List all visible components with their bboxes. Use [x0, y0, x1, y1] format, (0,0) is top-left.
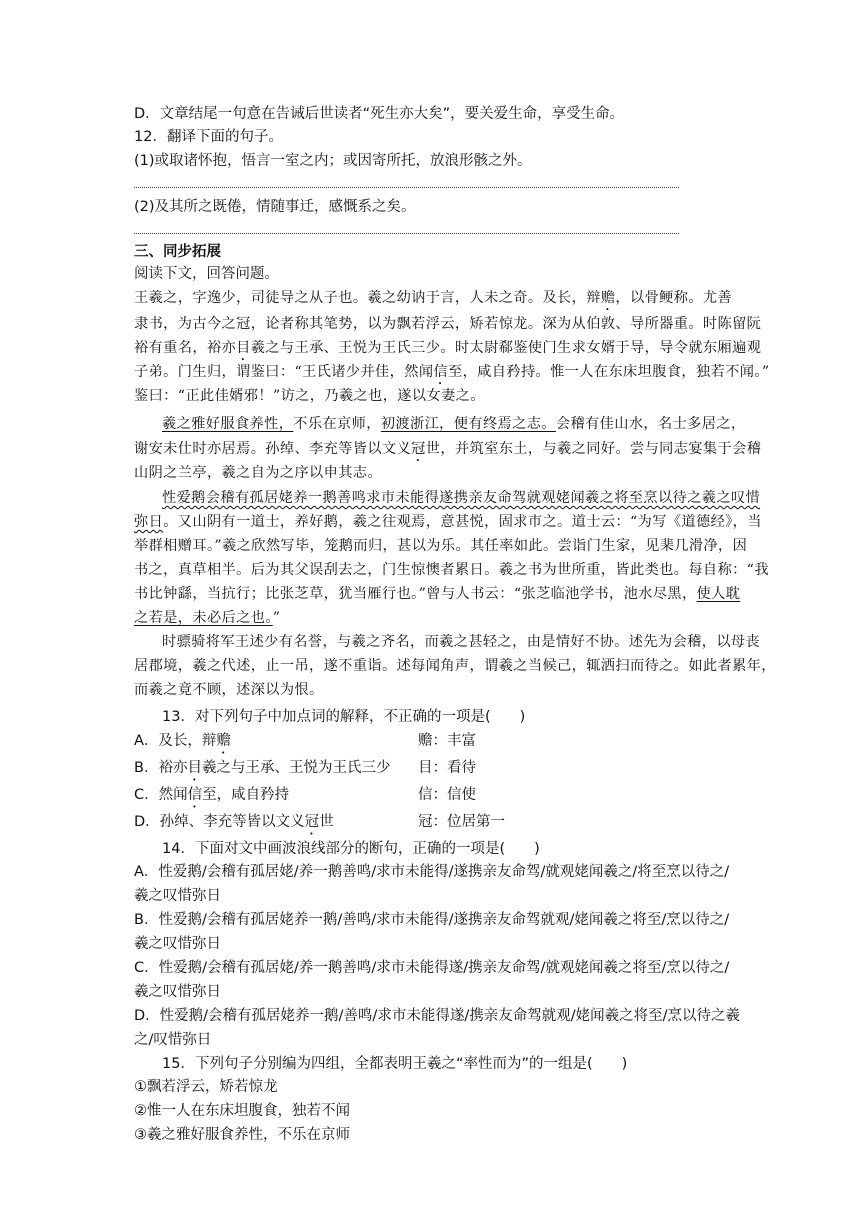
q15-item-2: ②惟一人在东床坦腹食，独若不闻: [134, 1103, 350, 1119]
q13-option-b: B．裕亦目羲之与王承、王悦为王氏三少: [134, 760, 391, 776]
passage-line: 王羲之，字逸少，司徒导之从子也。羲之幼讷于言，人未之奇。及长，辩赡，以骨鲠称。尤善: [134, 290, 733, 306]
dotted-word: 目: [236, 340, 251, 356]
dotted-word: 冠: [304, 814, 320, 830]
dotted-word: 目: [187, 760, 202, 776]
q12-stem: 12．翻译下面的句子。: [134, 129, 283, 145]
q14-option-a: A．性爱鹅/会稽有孤居姥/养一鹅善鸣/求市未能得/遂携亲友命驾/就观姥闻羲之/将至烹以待之/: [134, 864, 730, 880]
passage-line: 举群相赠耳。”羲之欣然写毕，笼鹅而归，甚以为乐。其任率如此。尝诣门生家，见棐几滑净，因: [134, 538, 748, 554]
passage-line: 鉴曰：“正此佳婿邪！”访之，乃羲之也，遂以女妻之。: [134, 388, 485, 404]
q13-option-d: D．孙绰、李充等皆以文义冠世: [134, 814, 334, 830]
q13-stem: 13．对下列句子中加点词的解释，不正确的一项是( ): [162, 709, 526, 725]
passage-line: 之若是，未必后之也。”: [134, 610, 281, 626]
dotted-word: 冠: [411, 441, 426, 457]
passage-line: 羲之雅好服食养性，不乐在京师，初渡浙江，便有终焉之志。会稽有佳山水，名士多居之，: [162, 416, 746, 432]
underlined-sentence: 羲之雅好服食养性，: [162, 416, 294, 432]
q14-option-a-cont: 羲之叹惜弥日: [134, 888, 221, 904]
underlined-sentence: 之若是，未必后之也。: [134, 610, 273, 626]
passage-line: 隶书，为古今之冠，论者称其笔势，以为飘若浮云，矫若惊龙。深为从伯敦、导所器重。时陈留阮: [134, 316, 762, 332]
passage-line: 时骠骑将军王述少有名誉，与羲之齐名，而羲之甚轻之，由是情好不协。述先为会稽，以母丧: [162, 634, 761, 650]
q12-sentence-2: (2)及其所之既倦，情随事迁，感慨系之矣。: [134, 199, 416, 215]
passage-line: 山阴之兰亭，羲之自为之序以申其志。: [134, 465, 382, 481]
q13-option-c-gloss: 信：信使: [418, 787, 476, 803]
underlined-sentence: 使人耽: [696, 586, 741, 602]
q13-option-c: C．然闻信至，咸自矜持: [134, 787, 290, 803]
q14-option-b-cont: 羲之叹惜弥日: [134, 936, 221, 952]
passage-line: 而羲之竟不顾，述深以为恨。: [134, 682, 324, 698]
passage-line: 谢安未仕时亦居焉。孙绰、李充等皆以文义冠世，并筑室东土，与羲之同好。尝与同志宴集于会稽: [134, 441, 762, 457]
passage-line: 书比钟繇，当抗行；比张芝草，犹当雁行也。”曾与人书云：“张芝临池学书，池水尽黑，使人耽: [134, 586, 741, 602]
answer-line-2: [134, 233, 679, 234]
passage-line: 书之，真草相半。后为其父误刮去之，门生惊懊者累日。羲之书为世所重，皆此类也。每自称：“我: [134, 562, 769, 578]
wavy-underlined-text: 弥日: [134, 514, 164, 530]
q15-stem: 15．下列句子分别编为四组，全都表明王羲之“率性而为”的一组是( ): [162, 1056, 628, 1072]
q12-sentence-1: (1)或取诸怀抱，悟言一室之内；或因寄所托，放浪形骸之外。: [134, 153, 532, 169]
answer-line-1: [134, 187, 679, 188]
passage-line: 子弟。门生归，谓鉴曰：“王氏诸少并佳，然闻信至，咸自矜持。惟一人在东床坦腹食，独若不闻。”: [134, 364, 770, 380]
q11-option-d: D．文章结尾一句意在告诫后世读者“死生亦大矣”，要关爱生命，享受生命。: [134, 106, 625, 122]
section-intro: 阅读下文，回答问题。: [134, 266, 279, 282]
q14-option-c-cont: 羲之叹惜弥日: [134, 984, 221, 1000]
q14-stem: 14．下面对文中画波浪线部分的断句，正确的一项是( ): [162, 841, 540, 857]
wavy-underlined-text: 性爱鹅会稽有孤居姥养一鹅善鸣求市未能得遂携亲友命驾就观姥闻羲之将至烹以待之羲之叹惜: [162, 490, 761, 506]
q15-item-3: ③羲之雅好服食养性，不乐在京师: [134, 1127, 350, 1143]
section-heading: 三、同步拓展: [134, 244, 221, 260]
dotted-word: 信: [433, 364, 448, 380]
q15-item-1: ①飘若浮云，矫若惊龙: [134, 1079, 278, 1095]
underlined-sentence: 初渡浙江，便有终焉之志。: [380, 416, 556, 432]
passage-line: 居郡境，羲之代述，止一吊，遂不重诣。述每闻角声，谓羲之当候己，辄洒扫而待之。如此者累年，: [134, 658, 776, 674]
dotted-word: 赡: [600, 290, 616, 306]
passage-line: [162, 488, 760, 508]
q13-option-a: A．及长，辩赡: [134, 733, 231, 749]
q13-option-d-gloss: 冠：位居第一: [418, 814, 505, 830]
q13-option-a-gloss: 赡：丰富: [418, 733, 476, 749]
q14-option-d: D．性爱鹅/会稽有孤居姥养一鹅/善鸣/求市未能得遂/携亲友命驾就观/姥闻羲之将至/烹以待之羲: [134, 1008, 740, 1024]
dotted-word: 信: [187, 787, 203, 803]
passage-line: 裕有重名，裕亦目羲之与王承、王悦为王氏三少。时太尉郗鉴使门生求女婿于导，导令就东厢遍观: [134, 340, 762, 356]
q13-option-b-gloss: 目：看待: [418, 760, 476, 776]
q14-option-b: B．性爱鹅/会稽有孤居姥养一鹅/善鸣/求市未能得/遂携亲友命驾就观/姥闻羲之将至/烹以待之/: [134, 912, 730, 928]
q14-option-d-cont: 之/叹惜弥日: [134, 1032, 212, 1048]
passage-line: 弥日。又山阴有一道士，养好鹅，羲之往观焉，意甚悦，固求市之。道士云：“为写《道德经》，当: [134, 514, 762, 530]
q14-option-c: C．性爱鹅/会稽有孤居姥/养一鹅善鸣/求市未能得遂/携亲友命驾/就观姥闻羲之将至/烹以待之/: [134, 960, 730, 976]
dotted-word: 赡: [216, 733, 231, 749]
